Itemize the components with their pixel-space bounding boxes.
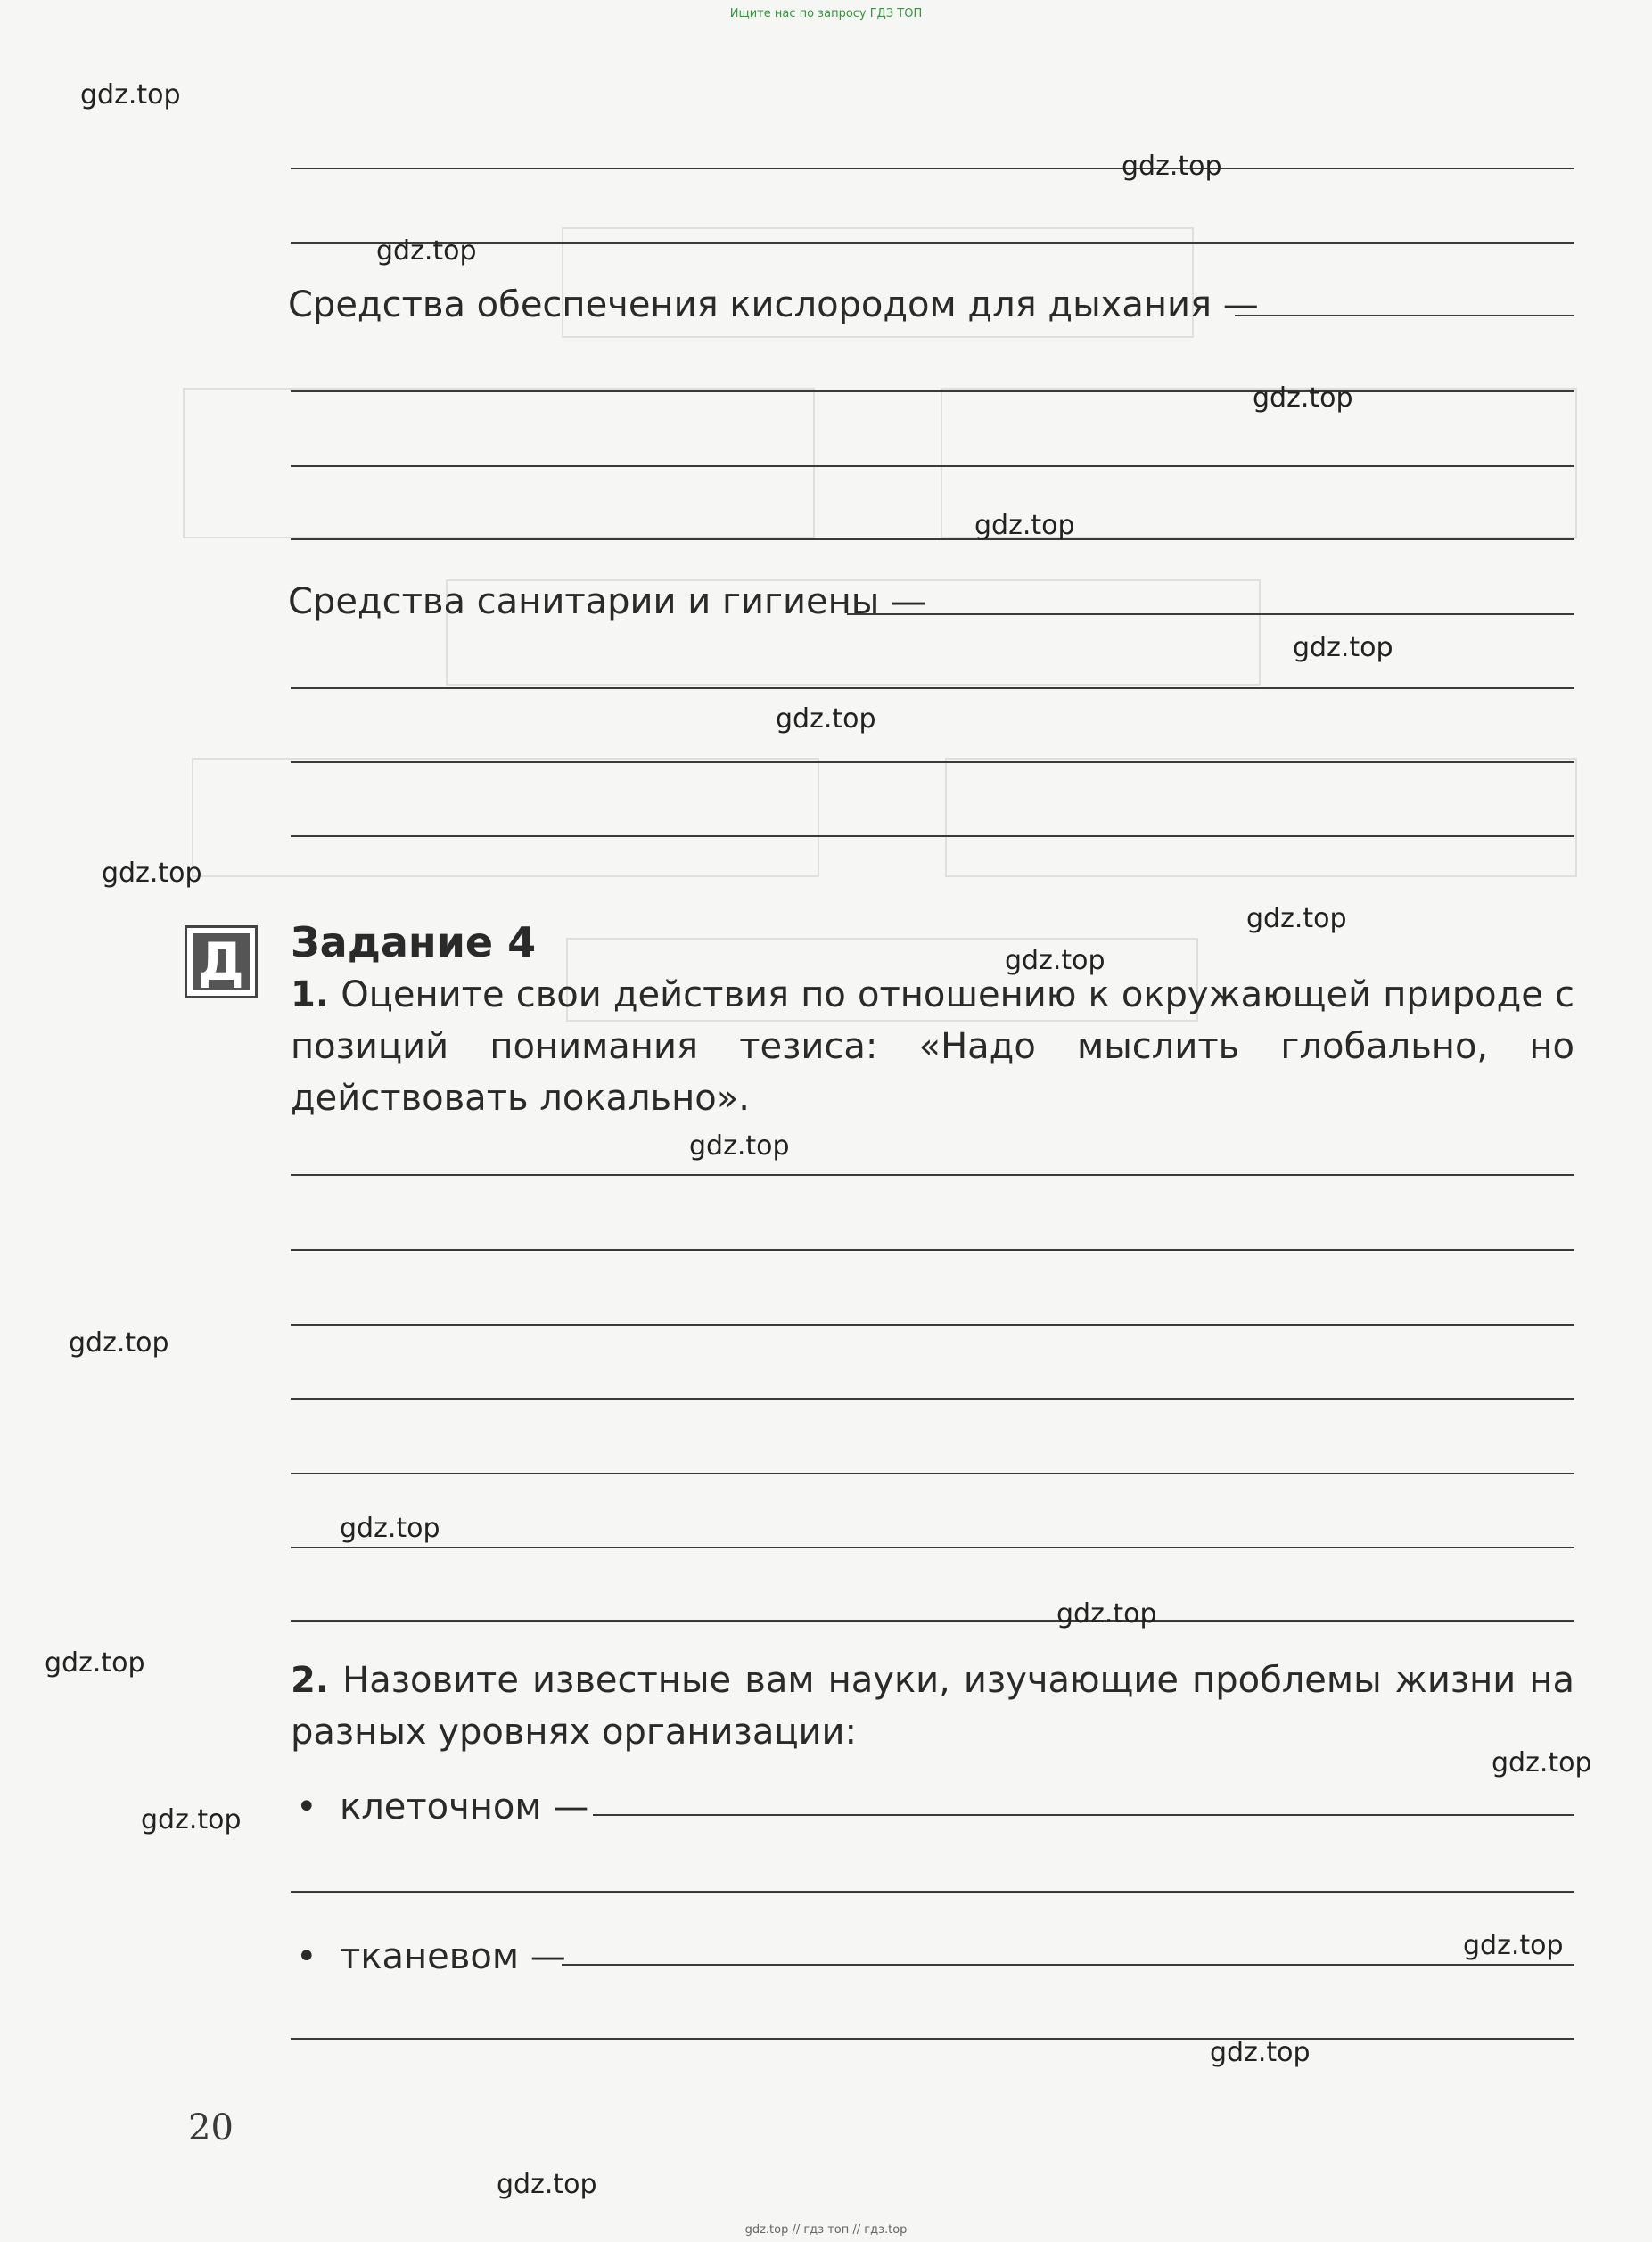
watermark: gdz.top [776,703,876,735]
question-2-text: Назовите известные вам науки, изучающие проблемы жизни на разных уровнях организации: [291,1660,1574,1753]
watermark: gdz.top [69,1327,169,1359]
watermark: gdz.top [340,1513,440,1544]
watermark: gdz.top [376,235,477,267]
watermark: gdz.top [45,1647,145,1679]
watermark: gdz.top [1293,632,1393,663]
watermark: gdz.top [689,1130,790,1162]
level-cell-label: клеточном — [340,1786,589,1827]
ghost-box [945,758,1577,877]
watermark: gdz.top [1122,151,1222,182]
watermark: gdz.top [1210,2037,1311,2068]
question-2 [291,1655,1574,1758]
answer-line[interactable] [291,1547,1574,1548]
watermark: gdz.top [1463,1930,1564,1961]
task-title: Задание 4 [291,918,537,966]
watermark: gdz.top [1246,903,1347,934]
watermark: gdz.top [1253,382,1353,414]
watermark: gdz.top [80,79,181,111]
answer-line[interactable] [291,2038,1574,2040]
ghost-box [183,388,815,538]
level-cell: • клеточном — [296,1786,589,1827]
answer-line[interactable] [291,1398,1574,1400]
watermark: gdz.top [1056,1598,1157,1630]
answer-line[interactable] [562,1964,1574,1966]
watermark: gdz.top [102,858,202,889]
answer-line[interactable] [291,1174,1574,1176]
answer-line[interactable] [291,1891,1574,1893]
task-badge-letter: Д [193,933,250,990]
answer-line[interactable] [291,538,1574,540]
answer-line[interactable] [291,1620,1574,1622]
ghost-box [192,758,819,877]
answer-line[interactable] [1235,315,1574,316]
top-banner: Ищите нас по запросу ГДЗ ТОП [729,7,923,21]
answer-line[interactable] [291,1473,1574,1474]
answer-line[interactable] [291,687,1574,689]
watermark: gdz.top [1005,945,1105,976]
level-tissue: • тканевом — [296,1936,566,1977]
footer-banner: gdz.top // гдз топ // гдз.top [744,2223,908,2237]
answer-line[interactable] [291,390,1574,392]
page-number: 20 [188,2107,234,2148]
answer-line[interactable] [291,1324,1574,1326]
answer-line[interactable] [291,761,1574,763]
answer-line[interactable] [593,1814,1574,1816]
answer-line[interactable] [291,242,1574,244]
answer-line[interactable] [847,613,1574,615]
level-tissue-label: тканевом — [340,1936,566,1977]
answer-line[interactable] [291,168,1574,169]
answer-line[interactable] [291,465,1574,467]
sanitary-means-label: Средства санитарии и гигиены — [288,581,927,622]
watermark: gdz.top [1492,1747,1592,1778]
watermark: gdz.top [974,510,1075,541]
watermark: gdz.top [497,2169,597,2200]
answer-line[interactable] [291,1249,1574,1251]
oxygen-means-label: Средства обеспечения кислородом для дыхания — [288,284,1259,325]
question-1-text: Оцените свои действия по отношению к окружающей природе с позиций понимания тезиса: «Надо мыслить глобально, но действовать локально». [291,974,1575,1119]
question-1-number: 1. [291,974,330,1015]
question-2-number: 2. [291,1660,330,1701]
question-1 [291,969,1574,1124]
task-badge-icon [185,925,258,998]
watermark: gdz.top [141,1804,242,1835]
answer-line[interactable] [291,835,1574,837]
